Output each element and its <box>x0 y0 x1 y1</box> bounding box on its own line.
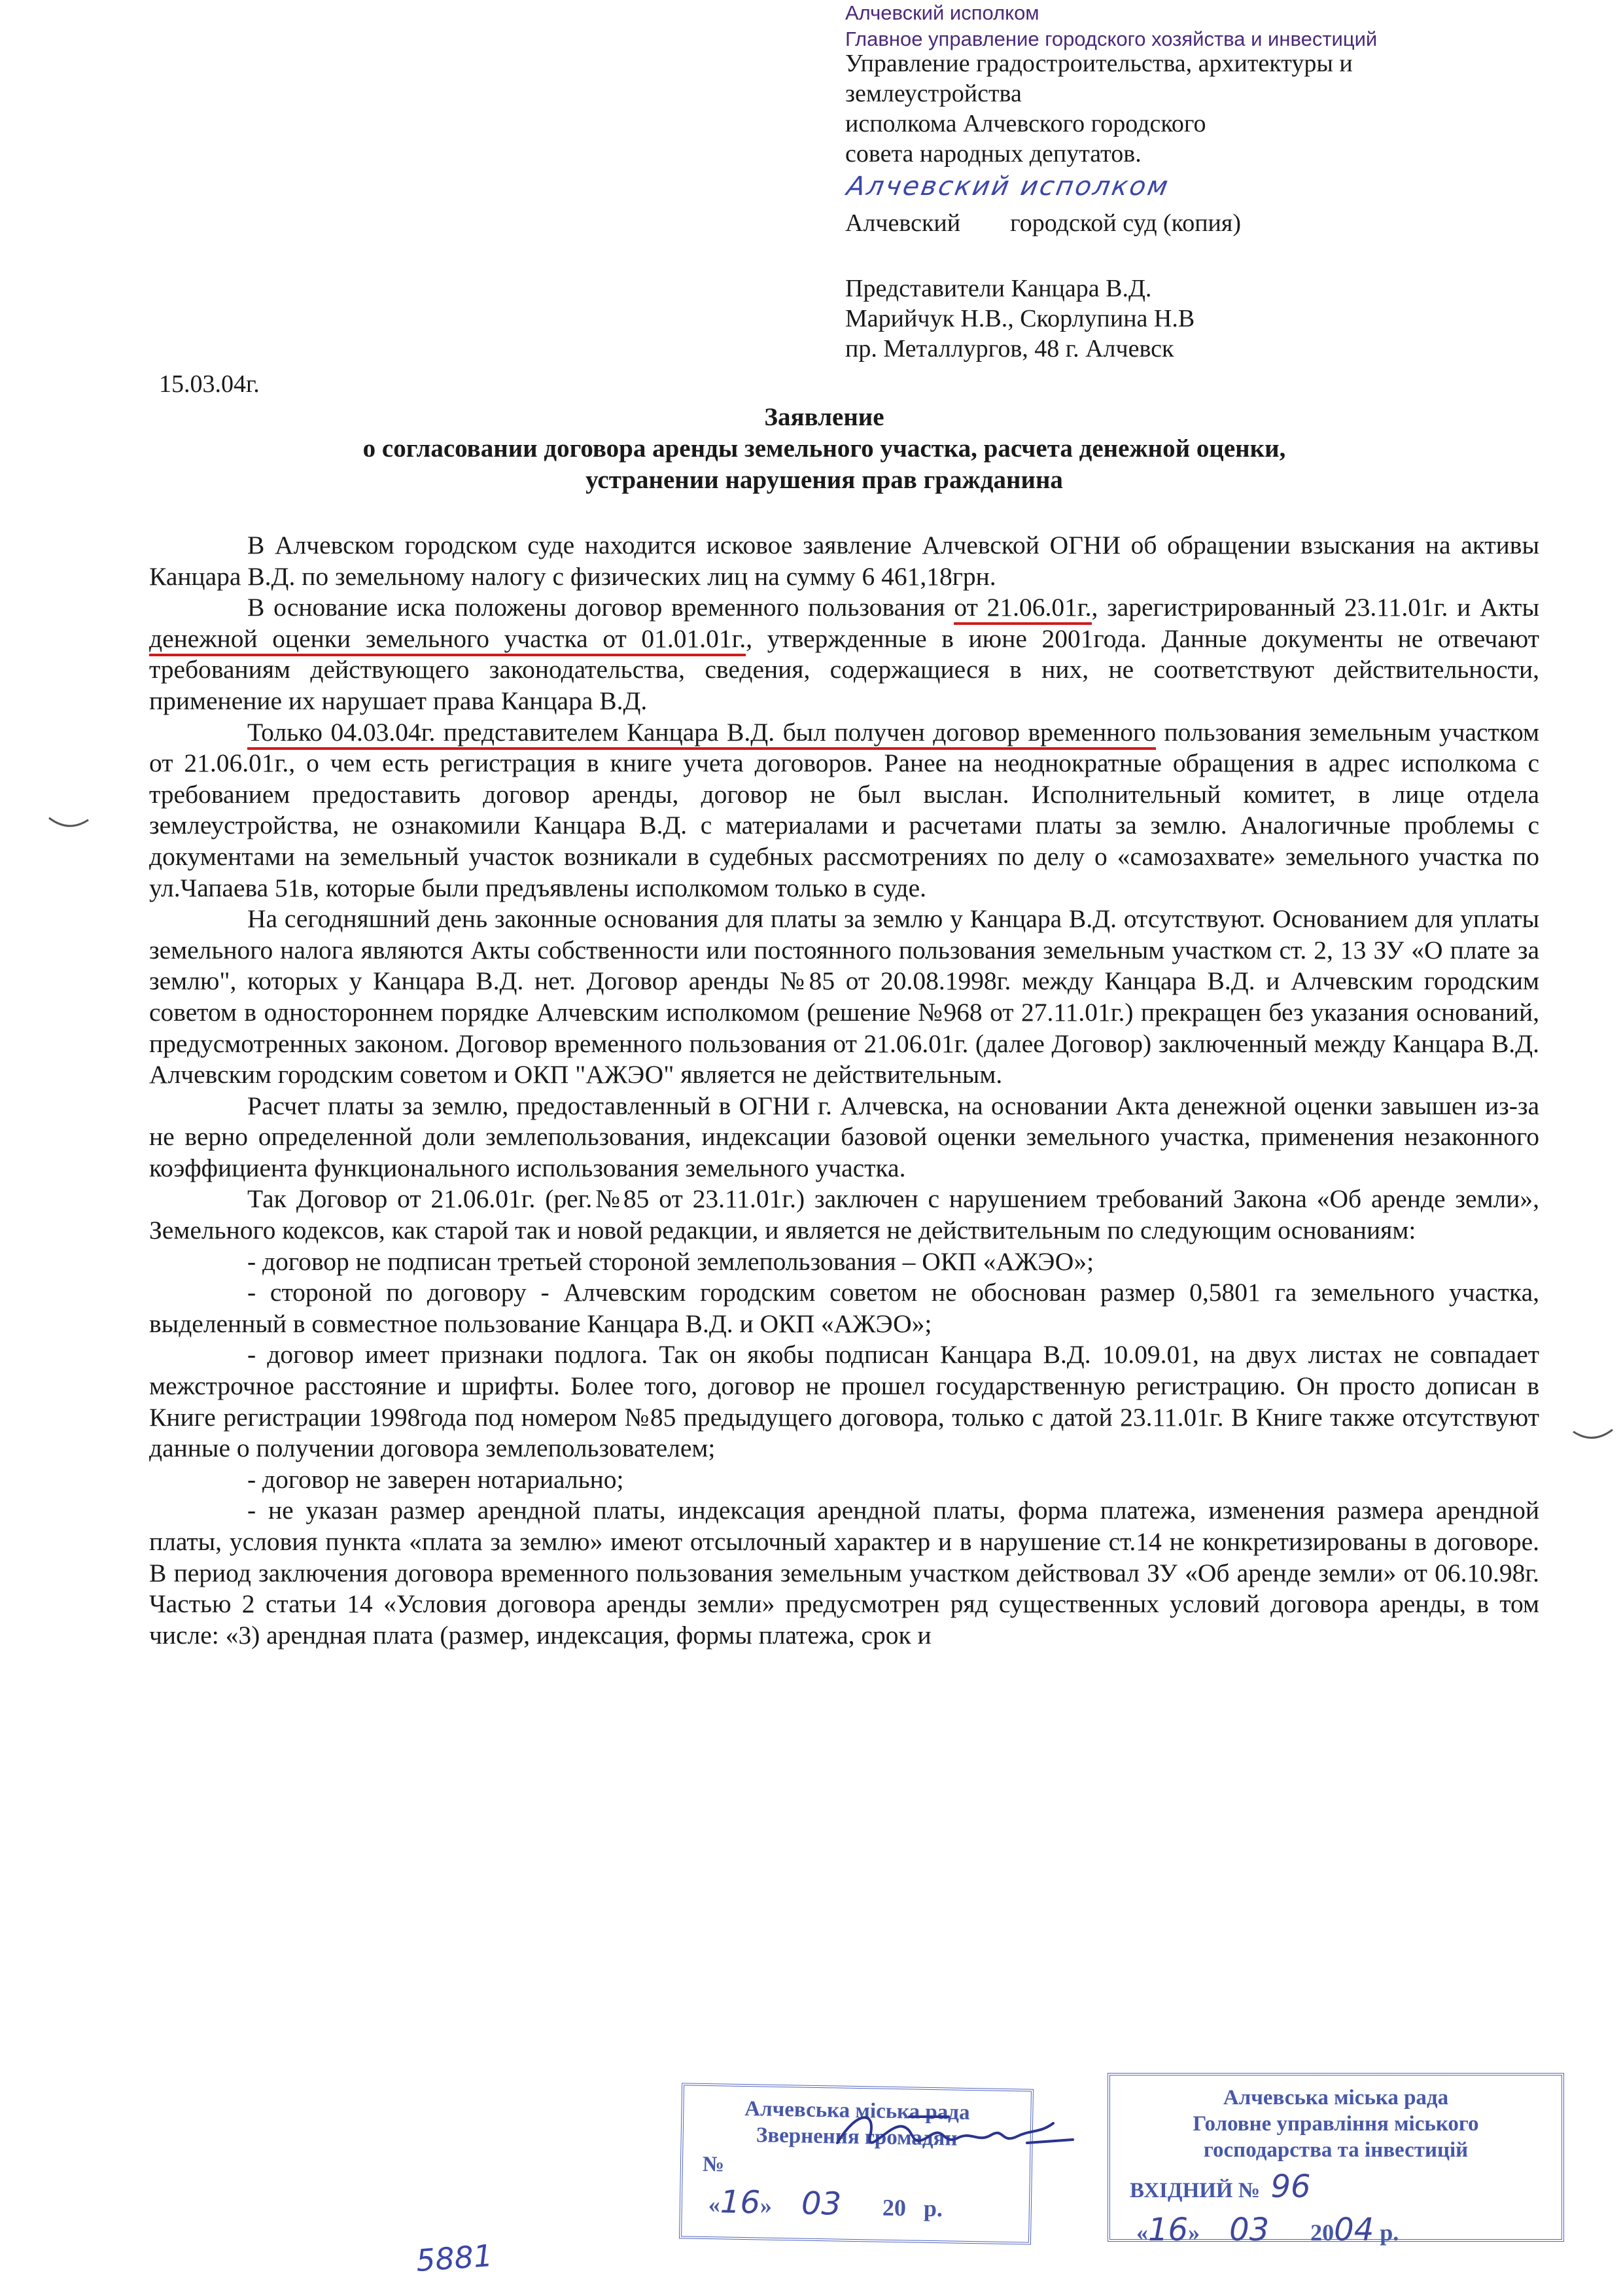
stamp-incoming-label: ВХІДНИЙ № <box>1130 2179 1260 2202</box>
stamp-line: Головне управління міського <box>1193 2112 1479 2136</box>
stamp-day: 16 <box>720 2183 761 2221</box>
stamp-line: господарства та інвестицій <box>1203 2138 1469 2162</box>
stamp-year-prefix: 20 <box>882 2194 907 2221</box>
stamp-line: Звернення громадян <box>756 2123 958 2151</box>
list-item: - не указан размер арендной платы, индексация арендной платы, форма платежа, изменения размера арендной платы, условия пункта «плата за землю» имеют отсылочный характер и в нарушение ст.14 не конкретизированы в договоре. В период заключения договора временного пользования земельным участком действовал ЗУ «Об аренде земли» от 06.10.98г. Частью 2 статьи 14 «Условия договора аренды земли» предусмотрен ряд существенных условий договора аренды, в том числе: «3) арендная плата (размер, индексация, формы платежа, срок и <box>149 1496 1539 1650</box>
red-underlined-text: от 21.06.01г. <box>954 593 1091 625</box>
stamp-incoming-number: 96 <box>1270 2168 1311 2205</box>
red-underlined-text: денежной оценки земельного участка от 01.01.01г. <box>149 624 746 656</box>
document-title <box>144 402 1505 496</box>
addressee-line: исполкома Алчевского городского <box>845 110 1206 137</box>
title-line: устранении нарушения прав гражданина <box>585 466 1063 494</box>
stamp-line: Алчевский исполком <box>845 1 1039 24</box>
representatives-line: пр. Металлургов, 48 г. Алчевск <box>845 335 1174 362</box>
stamp-month: 03 <box>1229 2212 1270 2248</box>
stamp-year-prefix: 20 <box>1310 2219 1335 2246</box>
handwritten-signature <box>831 2097 1079 2169</box>
stamp-month: 03 <box>801 2185 842 2223</box>
paragraph: В Алчевском городском суде находится исковое заявление Алчевской ОГНИ об обращении взыскания на активы Канцара В.Д. по земельному налогу с физических лиц на сумму 6 461,18грн. <box>149 531 1539 591</box>
document-date: 15.03.04г. <box>159 370 260 398</box>
stamp-year-suffix: р. <box>923 2195 943 2222</box>
addressee-block <box>845 48 1565 169</box>
court-addressee <box>845 208 1241 238</box>
punch-hole-mark <box>46 815 92 834</box>
court-city: Алчевский <box>845 209 961 237</box>
title-line: о согласовании договора аренды земельного участка, расчета денежной оценки, <box>362 434 1286 463</box>
addressee-line: совета народных депутатов. <box>845 140 1142 168</box>
list-item: - договор не подписан третьей стороной землепользования – ОКП «АЖЭО»; <box>247 1246 1094 1276</box>
stamp-date-row: «16» 03 2004 р. <box>1136 2212 1399 2248</box>
addressee-line: Управление градостроительства, архитектуры и <box>845 50 1353 77</box>
stamp-line: Алчевська міська рада <box>744 2097 970 2125</box>
text-run: , зарегистрированный 23.11.01г. и Акты <box>1091 593 1539 622</box>
pencil-note-number: 5881 <box>415 2237 494 2279</box>
stamp-date-row: «16» 03 20 р. <box>708 2183 943 2223</box>
stamp-line: Главное управление городского хозяйства и инвестиций <box>845 27 1378 50</box>
stamp-day: 16 <box>1148 2212 1189 2248</box>
stamp-number-row <box>1110 2168 1562 2205</box>
stamp-year-suffix: р. <box>1380 2219 1399 2246</box>
paragraph <box>149 717 1539 904</box>
list-item: - договор имеет признаки подлога. Так он якобы подписан Канцара В.Д. 10.09.01, на двух листах не совпадает межстрочное расстояние и шрифты. Более того, договор не прошел государственную регистрацию. Он просто дописан в Книге регистрации 1998года под номером №85 предыдущего договора, только с датой 23.11.01г. В Книге также отсутствуют данные о получении договора землепользователем; <box>149 1340 1539 1463</box>
stamp-line: Алчевська міська рада <box>1223 2086 1449 2110</box>
text-run: В основание иска положены договор временного пользования <box>247 593 945 622</box>
list-item: - договор не заверен нотариально; <box>247 1464 624 1494</box>
paragraph: Так Договор от 21.06.01г. (рег.№85 от 23.11.01г.) заключен с нарушением требований Закона «Об аренде земли», Земельного кодексов, как старой так и новой редакции, и является не действительным по следующим основаниям: <box>149 1184 1539 1245</box>
stamp-year: 04 <box>1334 2212 1374 2248</box>
incoming-registration-stamp <box>1108 2073 1564 2248</box>
title-line: Заявление <box>764 403 884 431</box>
representatives-line: Марийчук Н.В., Скорлупина Н.В <box>845 305 1195 332</box>
handwritten-addressee: Алчевский исполком <box>844 171 1172 202</box>
stamp-number-label: № <box>702 2152 725 2177</box>
addressee-line: землеустройства <box>845 80 1022 107</box>
text-run: пользования земельным участком от 21.06.01г., о чем есть регистрация в книге учета договоров. Ранее на неоднократные обращения в адрес исполкома с требованием предоставить договор аренды, договор не был выслан. Исполнительный комитет, в лице отдела землеустройства, не ознакомили Канцара В.Д. с материалами и расчетами платы за землю. Аналогичные проблемы с документами на земельный участок возникали в судебных рассмотрениях по делу о «самозахвате» земельного участка по ул.Чапаева 51в, которые были предъявлены исполкомом только в суде. <box>149 717 1539 902</box>
court-name: городской суд (копия) <box>1010 209 1242 237</box>
document-body <box>149 530 1539 1651</box>
paragraph: Расчет платы за землю, предоставленный в ОГНИ г. Алчевска, на основании Акта денежной оценки завышен из-за не верно определенной доли землепользования, индексации базовой оценки земельного участка, применения незаконного коэффициента функционального использования земельного участка. <box>149 1091 1539 1182</box>
text-run: , утвержденные в июне 2001года. Данные документы не отвечают требованиям действующего законодательства, сведения, содержащиеся в них, не соответствуют действительности, применение их нарушает права Канцара В.Д. <box>149 624 1540 715</box>
red-underlined-text: Только 04.03.04г. представителем Канцара В.Д. был получен договор временного <box>247 718 1156 750</box>
list-item: - стороной по договору - Алчевским городским советом не обоснован размер 0,5801 га земельного участка, выделенный в совместное пользование Канцара В.Д. и ОКП «АЖЭО»; <box>149 1278 1539 1338</box>
registration-stamp-typed <box>845 0 1377 52</box>
representatives-line: Представители Канцара В.Д. <box>845 275 1152 302</box>
paragraph: На сегодняшний день законные основания для платы за землю у Канцара В.Д. отсутствуют. Основанием для уплаты земельного налога являются Акты собственности или постоянного пользования земельным участком ст. 2, 13 ЗУ «О плате за землю", которых у Канцара В.Д. нет. Договор аренды №85 от 20.08.1998г. между Канцара В.Д. и Алчевским городским советом в одностороннем порядке Алчевским исполкомом (решение №968 от 27.11.01г.) прекращен без указания оснований, предусмотренных законом. Договор временного пользования от 21.06.01г. (далее Договор) заключенный между Канцара В.Д. Алчевским городским советом и ОКП "АЖЭО" является не действительным. <box>149 904 1539 1089</box>
representatives-block <box>845 274 1195 364</box>
paragraph <box>149 592 1539 716</box>
punch-hole-mark <box>1570 1426 1616 1446</box>
